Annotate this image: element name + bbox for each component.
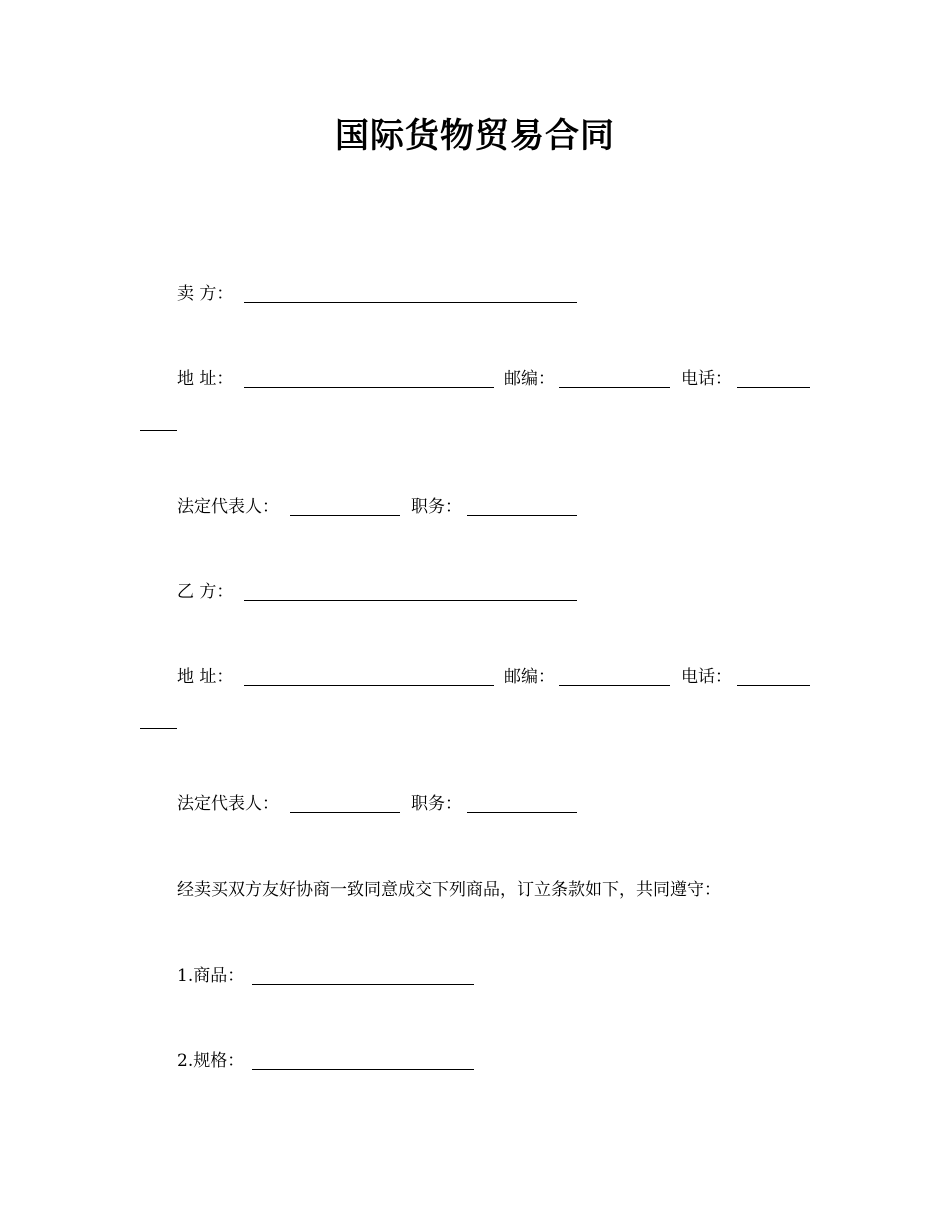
- seller-contact-row: [177, 367, 817, 391]
- seller-rep-label: 法定代表人：: [177, 497, 279, 517]
- seller-postcode-blank[interactable]: [559, 387, 670, 388]
- buyer-phone-blank-continued[interactable]: [140, 728, 177, 729]
- buyer-row: [177, 580, 597, 604]
- seller-postcode-label: 邮编：: [504, 369, 555, 389]
- seller-blank[interactable]: [244, 302, 577, 303]
- seller-position-blank[interactable]: [467, 515, 577, 516]
- seller-label: 卖 方：: [177, 284, 234, 304]
- seller-phone-blank-continued[interactable]: [140, 430, 177, 431]
- buyer-label: 乙 方：: [177, 582, 234, 602]
- seller-address-label: 地 址：: [177, 369, 234, 389]
- buyer-blank[interactable]: [244, 600, 577, 601]
- clause-spec-row: [177, 1049, 497, 1073]
- seller-rep-row: [177, 495, 597, 519]
- clause-spec-label: 2.规格：: [177, 1051, 245, 1071]
- seller-phone-label: 电话：: [681, 369, 732, 389]
- buyer-phone-label: 电话：: [681, 667, 732, 687]
- buyer-rep-row: [177, 792, 597, 816]
- buyer-postcode-label: 邮编：: [504, 667, 555, 687]
- buyer-position-label: 职务：: [411, 794, 462, 814]
- buyer-rep-blank[interactable]: [290, 812, 400, 813]
- seller-position-label: 职务：: [411, 497, 462, 517]
- seller-phone-blank[interactable]: [737, 387, 810, 388]
- clause-goods-blank[interactable]: [252, 984, 474, 985]
- clause-spec-blank[interactable]: [252, 1069, 474, 1070]
- buyer-postcode-blank[interactable]: [559, 685, 670, 686]
- buyer-contact-row: [177, 665, 817, 689]
- clause-goods-row: [177, 964, 497, 988]
- buyer-address-blank[interactable]: [244, 685, 494, 686]
- intro-paragraph: 经卖买双方友好协商一致同意成交下列商品，订立条款如下，共同遵守：: [177, 880, 721, 900]
- buyer-address-label: 地 址：: [177, 667, 234, 687]
- seller-address-blank[interactable]: [244, 387, 494, 388]
- buyer-rep-label: 法定代表人：: [177, 794, 279, 814]
- seller-row: [177, 282, 597, 306]
- page-title: 国际货物贸易合同: [335, 116, 615, 156]
- clause-goods-label: 1.商品：: [177, 966, 245, 986]
- seller-rep-blank[interactable]: [290, 515, 400, 516]
- buyer-phone-blank[interactable]: [737, 685, 810, 686]
- buyer-position-blank[interactable]: [467, 812, 577, 813]
